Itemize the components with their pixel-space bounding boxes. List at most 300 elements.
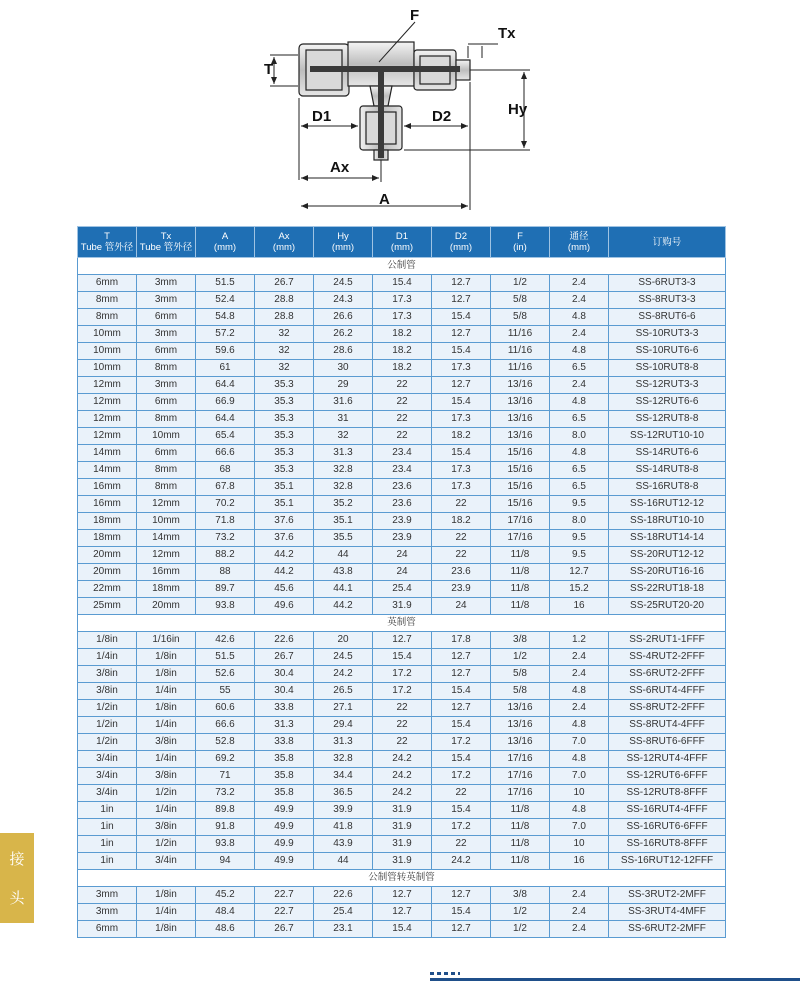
table-cell: 17.2 xyxy=(432,734,491,751)
table-cell: 2.4 xyxy=(550,887,609,904)
table-cell: 66.9 xyxy=(196,394,255,411)
table-cell: 27.1 xyxy=(314,700,373,717)
table-row xyxy=(78,836,726,853)
table-cell: 10 xyxy=(550,785,609,802)
table-cell: 8mm xyxy=(78,309,137,326)
table-cell: 15/16 xyxy=(491,462,550,479)
table-cell: 8.0 xyxy=(550,513,609,530)
table-cell: 32 xyxy=(255,360,314,377)
table-cell: 91.8 xyxy=(196,819,255,836)
table-cell: 13/16 xyxy=(491,700,550,717)
table-cell: 39.9 xyxy=(314,802,373,819)
table-row xyxy=(78,530,726,547)
table-cell: 17.3 xyxy=(432,462,491,479)
table-cell: 60.6 xyxy=(196,700,255,717)
table-cell: 23.6 xyxy=(432,564,491,581)
dim-label-Ax: Ax xyxy=(330,159,350,176)
table-row xyxy=(78,785,726,802)
table-cell: SS-3RUT4-4MFF xyxy=(609,904,726,921)
table-cell: 13/16 xyxy=(491,428,550,445)
column-header-label: Tx xyxy=(160,231,172,242)
table-cell: 24 xyxy=(373,564,432,581)
table-cell: 68 xyxy=(196,462,255,479)
table-cell: 3mm xyxy=(137,326,196,343)
table-cell: 7.0 xyxy=(550,819,609,836)
table-cell: 29 xyxy=(314,377,373,394)
table-cell: 31.3 xyxy=(314,445,373,462)
table-cell: 1.2 xyxy=(550,632,609,649)
table-cell: SS-12RUT3-3 xyxy=(609,377,726,394)
table-cell: 22 xyxy=(373,700,432,717)
dim-label-Hy: Hy xyxy=(508,101,528,118)
table-cell: 52.6 xyxy=(196,666,255,683)
table-cell: SS-12RUT8-8FFF xyxy=(609,785,726,802)
table-cell: 6mm xyxy=(137,445,196,462)
dim-label-F: F xyxy=(410,7,420,24)
table-cell: 3mm xyxy=(78,887,137,904)
table-cell: 35.1 xyxy=(255,496,314,513)
table-cell: 1in xyxy=(78,836,137,853)
section-row xyxy=(78,258,726,275)
column-header-unit: Tube 管外径 xyxy=(139,242,193,253)
table-cell: 89.7 xyxy=(196,581,255,598)
table-cell: 22 xyxy=(432,496,491,513)
dim-label-Tx: Tx xyxy=(498,25,516,42)
table-cell: 12mm xyxy=(137,547,196,564)
table-cell: 48.4 xyxy=(196,904,255,921)
column-header-unit: Tube 管外径 xyxy=(80,242,134,253)
table-row xyxy=(78,309,726,326)
table-cell: 8mm xyxy=(137,360,196,377)
table-cell: 1/2in xyxy=(78,734,137,751)
table-cell: 1/4in xyxy=(137,683,196,700)
table-cell: 37.6 xyxy=(255,513,314,530)
table-cell: 11/16 xyxy=(491,326,550,343)
table-cell: 12.7 xyxy=(432,887,491,904)
table-cell: 25.4 xyxy=(314,904,373,921)
table-cell: 7.0 xyxy=(550,768,609,785)
column-header-label: D1 xyxy=(395,231,409,242)
table-cell: 88 xyxy=(196,564,255,581)
table-cell: 24.2 xyxy=(314,666,373,683)
table-cell: 22 xyxy=(432,547,491,564)
table-cell: 4.8 xyxy=(550,751,609,768)
table-cell: 9.5 xyxy=(550,547,609,564)
table-cell: 8mm xyxy=(137,411,196,428)
table-cell: 35.1 xyxy=(255,479,314,496)
table-cell: 6.5 xyxy=(550,462,609,479)
table-cell: SS-4RUT2-2FFF xyxy=(609,649,726,666)
table-cell: 24.5 xyxy=(314,275,373,292)
table-cell: 18.2 xyxy=(432,428,491,445)
table-row xyxy=(78,700,726,717)
table-cell: 23.4 xyxy=(373,445,432,462)
column-header-unit: (mm) xyxy=(449,242,473,253)
table-cell: 11/16 xyxy=(491,343,550,360)
table-row xyxy=(78,921,726,938)
table-cell: SS-16RUT12-12FFF xyxy=(609,853,726,870)
table-row xyxy=(78,819,726,836)
table-cell: 12.7 xyxy=(432,700,491,717)
table-cell: 4.8 xyxy=(550,394,609,411)
table-cell: 15.4 xyxy=(432,343,491,360)
table-cell: 93.8 xyxy=(196,836,255,853)
column-header xyxy=(314,227,373,258)
table-cell: 35.3 xyxy=(255,462,314,479)
table-cell: 23.1 xyxy=(314,921,373,938)
table-cell: 6.5 xyxy=(550,479,609,496)
table-cell: 49.6 xyxy=(255,598,314,615)
section-row xyxy=(78,870,726,887)
table-cell: 32 xyxy=(255,343,314,360)
table-cell: 15.4 xyxy=(373,275,432,292)
dim-label-D2: D2 xyxy=(432,108,452,125)
table-cell: 94 xyxy=(196,853,255,870)
table-row xyxy=(78,598,726,615)
table-row xyxy=(78,479,726,496)
table-cell: 2.4 xyxy=(550,326,609,343)
table-cell: 22.6 xyxy=(314,887,373,904)
table-row xyxy=(78,581,726,598)
table-cell: 26.7 xyxy=(255,649,314,666)
table-cell: SS-10RUT8-8 xyxy=(609,360,726,377)
table-row xyxy=(78,734,726,751)
table-cell: 23.9 xyxy=(373,513,432,530)
table-cell: 55 xyxy=(196,683,255,700)
table-cell: 3/4in xyxy=(137,853,196,870)
table-cell: 23.9 xyxy=(373,530,432,547)
table-cell: 57.2 xyxy=(196,326,255,343)
table-cell: 12mm xyxy=(137,496,196,513)
table-cell: SS-8RUT6-6 xyxy=(609,309,726,326)
table-cell: 89.8 xyxy=(196,802,255,819)
column-header-label: 订购号 xyxy=(652,236,682,248)
table-cell: 22 xyxy=(432,836,491,853)
table-cell: 31.3 xyxy=(255,717,314,734)
table-cell: 17.2 xyxy=(373,666,432,683)
table-cell: 35.5 xyxy=(314,530,373,547)
column-header-label: A xyxy=(221,231,229,242)
column-header-label: F xyxy=(517,231,523,242)
table-cell: 13/16 xyxy=(491,411,550,428)
table-cell: 25mm xyxy=(78,598,137,615)
table-cell: 31.9 xyxy=(373,853,432,870)
table-cell: 11/16 xyxy=(491,360,550,377)
table-cell: 15.4 xyxy=(432,717,491,734)
table-cell: 34.4 xyxy=(314,768,373,785)
table-cell: 12.7 xyxy=(373,632,432,649)
table-cell: 71.8 xyxy=(196,513,255,530)
table-cell: SS-20RUT16-16 xyxy=(609,564,726,581)
table-cell: SS-8RUT6-6FFF xyxy=(609,734,726,751)
table-cell: SS-12RUT6-6 xyxy=(609,394,726,411)
table-body xyxy=(78,258,726,938)
table-row xyxy=(78,292,726,309)
table-row xyxy=(78,632,726,649)
spec-table xyxy=(77,226,726,938)
table-cell: 1/2in xyxy=(78,717,137,734)
table-cell: 24.2 xyxy=(373,768,432,785)
table-cell: 14mm xyxy=(78,445,137,462)
table-cell: 52.4 xyxy=(196,292,255,309)
column-header-unit: (mm) xyxy=(331,242,355,253)
table-cell: 45.2 xyxy=(196,887,255,904)
side-tab xyxy=(0,833,34,923)
table-cell: 1in xyxy=(78,802,137,819)
table-cell: 71 xyxy=(196,768,255,785)
table-row xyxy=(78,649,726,666)
column-header-unit: (mm) xyxy=(567,242,591,253)
table-cell: 5/8 xyxy=(491,292,550,309)
table-cell: 10mm xyxy=(137,428,196,445)
table-cell: 35.8 xyxy=(255,751,314,768)
table-cell: 37.6 xyxy=(255,530,314,547)
table-cell: SS-22RUT18-18 xyxy=(609,581,726,598)
table-row xyxy=(78,751,726,768)
table-cell: 44 xyxy=(314,853,373,870)
table-row xyxy=(78,717,726,734)
table-cell: 10mm xyxy=(78,360,137,377)
table-cell: 22 xyxy=(373,377,432,394)
table-cell: 22mm xyxy=(78,581,137,598)
table-cell: 35.3 xyxy=(255,377,314,394)
table-cell: 29.4 xyxy=(314,717,373,734)
table-cell: 23.6 xyxy=(373,479,432,496)
table-cell: 44.1 xyxy=(314,581,373,598)
table-cell: 1/8in xyxy=(78,632,137,649)
table-cell: 1/4in xyxy=(78,649,137,666)
column-header-label: 通径 xyxy=(569,231,589,242)
table-cell: 12.7 xyxy=(550,564,609,581)
table-cell: 2.4 xyxy=(550,377,609,394)
section-title: 公制管 xyxy=(78,258,726,275)
table-cell: 28.6 xyxy=(314,343,373,360)
column-header xyxy=(373,227,432,258)
table-cell: 4.8 xyxy=(550,683,609,700)
table-row xyxy=(78,564,726,581)
table-row xyxy=(78,377,726,394)
table-cell: 1/4in xyxy=(137,904,196,921)
table-cell: 16 xyxy=(550,598,609,615)
table-cell: 30 xyxy=(314,360,373,377)
table-cell: 32.8 xyxy=(314,479,373,496)
table-cell: 12.7 xyxy=(373,904,432,921)
table-cell: 18mm xyxy=(137,581,196,598)
table-cell: 52.8 xyxy=(196,734,255,751)
column-header-label: T xyxy=(104,231,110,242)
table-cell: 17.3 xyxy=(373,309,432,326)
table-cell: 24.5 xyxy=(314,649,373,666)
table-cell: 1/4in xyxy=(137,802,196,819)
table-cell: 17/16 xyxy=(491,768,550,785)
table-cell: 10 xyxy=(550,836,609,853)
column-header xyxy=(491,227,550,258)
table-cell: 6mm xyxy=(78,275,137,292)
table-cell: SS-10RUT3-3 xyxy=(609,326,726,343)
table-cell: 1/2 xyxy=(491,275,550,292)
table-cell: 64.4 xyxy=(196,377,255,394)
table-cell: SS-2RUT1-1FFF xyxy=(609,632,726,649)
table-cell: 11/8 xyxy=(491,836,550,853)
table-cell: 24.2 xyxy=(373,751,432,768)
table-cell: 22 xyxy=(373,428,432,445)
table-cell: 1/4in xyxy=(137,717,196,734)
table-cell: 17.3 xyxy=(432,360,491,377)
table-cell: 6.5 xyxy=(550,360,609,377)
table-cell: 17.3 xyxy=(373,292,432,309)
table-cell: 15.4 xyxy=(432,394,491,411)
table-cell: SS-12RUT10-10 xyxy=(609,428,726,445)
table-cell: 11/8 xyxy=(491,564,550,581)
table-header-row xyxy=(78,227,726,258)
table-cell: 1/4in xyxy=(137,751,196,768)
table-cell: 22 xyxy=(373,411,432,428)
table-cell: 17.2 xyxy=(373,683,432,700)
table-cell: 5/8 xyxy=(491,666,550,683)
table-cell: 31.9 xyxy=(373,598,432,615)
column-header xyxy=(609,227,726,258)
table-cell: 3/8 xyxy=(491,632,550,649)
table-cell: 17/16 xyxy=(491,513,550,530)
table-cell: 35.8 xyxy=(255,785,314,802)
table-row xyxy=(78,666,726,683)
table-cell: 48.6 xyxy=(196,921,255,938)
table-cell: 1/8in xyxy=(137,887,196,904)
table-cell: 45.6 xyxy=(255,581,314,598)
table-cell: 1/8in xyxy=(137,649,196,666)
table-cell: 35.3 xyxy=(255,394,314,411)
table-cell: 31.9 xyxy=(373,836,432,853)
table-cell: 26.7 xyxy=(255,921,314,938)
table-cell: 18.2 xyxy=(373,360,432,377)
side-tab-char: 接 xyxy=(9,850,25,868)
table-cell: 20mm xyxy=(78,564,137,581)
table-cell: 24 xyxy=(432,598,491,615)
table-row xyxy=(78,343,726,360)
table-cell: 26.7 xyxy=(255,275,314,292)
table-cell: 51.5 xyxy=(196,275,255,292)
table-cell: 1/2in xyxy=(137,785,196,802)
table-cell: 17.3 xyxy=(432,411,491,428)
table-cell: 1/8in xyxy=(137,921,196,938)
table-cell: 11/8 xyxy=(491,802,550,819)
table-cell: 11/8 xyxy=(491,581,550,598)
table-cell: 4.8 xyxy=(550,445,609,462)
table-cell: 31.9 xyxy=(373,819,432,836)
table-cell: 15/16 xyxy=(491,496,550,513)
table-cell: 16 xyxy=(550,853,609,870)
table-cell: 44.2 xyxy=(255,547,314,564)
table-cell: 18mm xyxy=(78,530,137,547)
table-cell: 11/8 xyxy=(491,547,550,564)
table-cell: 1/2 xyxy=(491,649,550,666)
dim-label-D1: D1 xyxy=(312,108,332,125)
column-header-label: Hy xyxy=(337,231,349,242)
table-cell: 12.7 xyxy=(432,921,491,938)
table-cell: 44 xyxy=(314,547,373,564)
table-cell: 8.0 xyxy=(550,428,609,445)
table-cell: SS-12RUT4-4FFF xyxy=(609,751,726,768)
table-cell: SS-6RUT3-3 xyxy=(609,275,726,292)
table-cell: 15.2 xyxy=(550,581,609,598)
table-cell: 16mm xyxy=(78,496,137,513)
table-cell: 28.8 xyxy=(255,292,314,309)
table-cell: SS-8RUT2-2FFF xyxy=(609,700,726,717)
table-cell: 3/8in xyxy=(78,683,137,700)
table-cell: 15/16 xyxy=(491,479,550,496)
table-cell: 23.9 xyxy=(432,581,491,598)
table-cell: 69.2 xyxy=(196,751,255,768)
table-cell: 17.2 xyxy=(432,768,491,785)
table-cell: 15.4 xyxy=(373,649,432,666)
table-cell: 36.5 xyxy=(314,785,373,802)
table-cell: 4.8 xyxy=(550,309,609,326)
table-cell: 41.8 xyxy=(314,819,373,836)
table-cell: 6mm xyxy=(78,921,137,938)
table-cell: 26.2 xyxy=(314,326,373,343)
table-cell: 16mm xyxy=(78,479,137,496)
table-cell: SS-16RUT8-8 xyxy=(609,479,726,496)
table-cell: 1/2in xyxy=(78,700,137,717)
table-cell: 26.5 xyxy=(314,683,373,700)
table-cell: 6mm xyxy=(137,343,196,360)
table-cell: 49.9 xyxy=(255,836,314,853)
table-cell: 23.6 xyxy=(373,496,432,513)
table-cell: 2.4 xyxy=(550,649,609,666)
table-cell: 49.9 xyxy=(255,819,314,836)
table-cell: 12.7 xyxy=(432,666,491,683)
table-cell: 12mm xyxy=(78,411,137,428)
table-cell: SS-12RUT6-6FFF xyxy=(609,768,726,785)
table-cell: 1in xyxy=(78,819,137,836)
table-cell: 24.2 xyxy=(432,853,491,870)
table-cell: 26.6 xyxy=(314,309,373,326)
table-cell: 4.8 xyxy=(550,343,609,360)
table-cell: 73.2 xyxy=(196,530,255,547)
table-cell: 12.7 xyxy=(432,292,491,309)
table-cell: 3mm xyxy=(137,377,196,394)
table-cell: 7.0 xyxy=(550,734,609,751)
table-cell: 22.7 xyxy=(255,887,314,904)
table-row xyxy=(78,547,726,564)
table-cell: 22 xyxy=(432,530,491,547)
table-cell: 31.6 xyxy=(314,394,373,411)
table-cell: 11/8 xyxy=(491,598,550,615)
table-cell: 32 xyxy=(255,326,314,343)
table-cell: 6.5 xyxy=(550,411,609,428)
table-cell: 32.8 xyxy=(314,462,373,479)
table-cell: 35.3 xyxy=(255,428,314,445)
table-cell: 8mm xyxy=(137,479,196,496)
table-cell: 15.4 xyxy=(432,904,491,921)
table-cell: 16mm xyxy=(137,564,196,581)
table-cell: 35.1 xyxy=(314,513,373,530)
table-cell: 25.4 xyxy=(373,581,432,598)
table-cell: 22 xyxy=(432,785,491,802)
table-cell: 1/2 xyxy=(491,904,550,921)
table-cell: 22.6 xyxy=(255,632,314,649)
table-cell: SS-6RUT2-2FFF xyxy=(609,666,726,683)
table-cell: 4.8 xyxy=(550,802,609,819)
table-cell: SS-3RUT2-2MFF xyxy=(609,887,726,904)
table-cell: 11/8 xyxy=(491,853,550,870)
table-cell: SS-10RUT6-6 xyxy=(609,343,726,360)
table-cell: 1in xyxy=(78,853,137,870)
table-cell: 2.4 xyxy=(550,921,609,938)
table-cell: 12.7 xyxy=(373,887,432,904)
table-cell: 22 xyxy=(373,734,432,751)
table-cell: SS-14RUT6-6 xyxy=(609,445,726,462)
